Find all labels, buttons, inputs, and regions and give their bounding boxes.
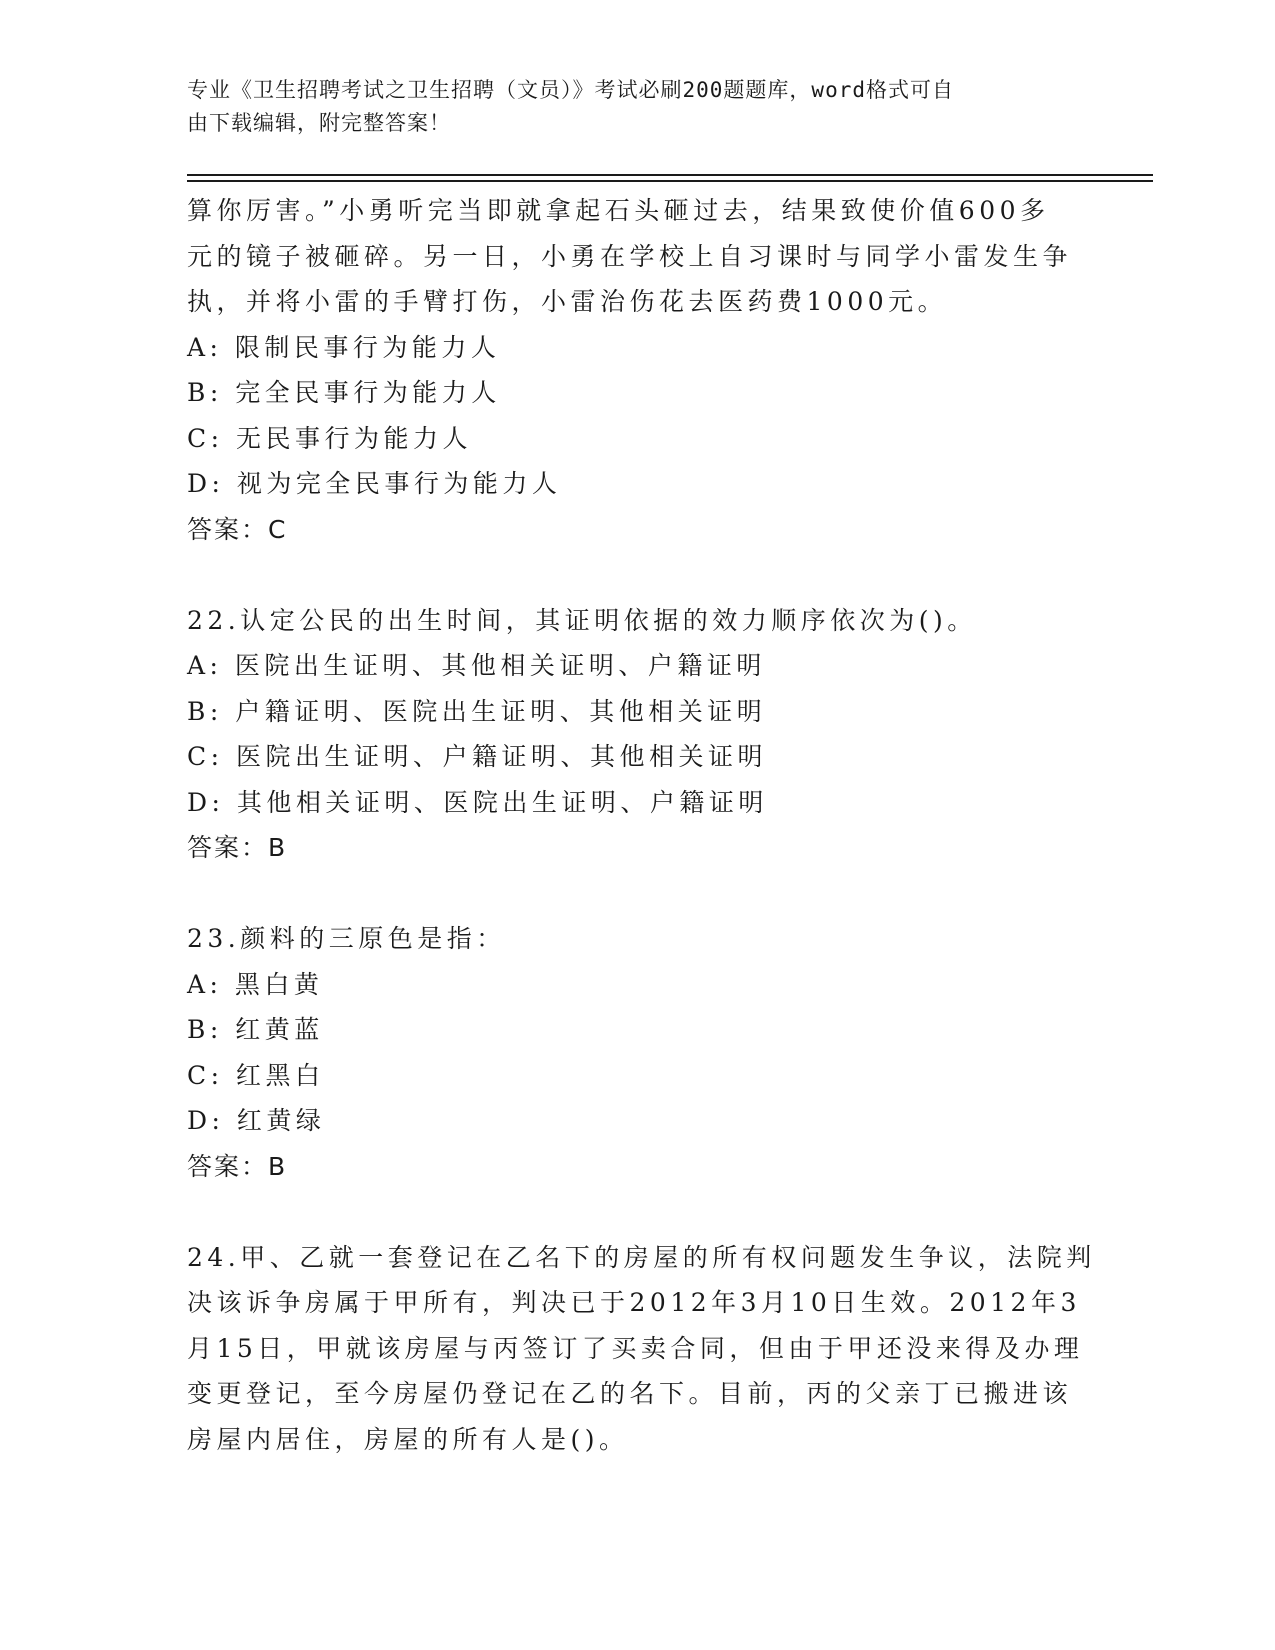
option-d: D: 其他相关证明、医院出生证明、户籍证明 [187,787,768,817]
question-text: 23.颜料的三原色是指： [187,924,506,953]
answer-label: 答案：C [187,514,288,544]
answer-label: 答案：B [187,1151,288,1181]
option-b: B: 完全民事行为能力人 [187,378,501,407]
header-title-line-1: 专业《卫生招聘考试之卫生招聘（文员）》考试必刷200题题库，word格式可自 [187,78,954,102]
question-22 [187,598,1087,871]
option-b: B: 户籍证明、医院出生证明、其他相关证明 [187,696,767,726]
question-text-line: 月15日，甲就该房屋与丙签订了买卖合同，但由于甲还没来得及办理 [187,1333,1084,1363]
spacer [187,552,1087,598]
question-24 [187,1235,1096,1463]
question-text-line: 变更登记，至今房屋仍登记在乙的名下。目前，丙的父亲丁已搬进该 [187,1379,1073,1408]
option-a: A: 黑白黄 [187,969,324,999]
option-d: D: 红黄绿 [187,1106,326,1135]
header-rule-bottom [187,180,1153,182]
option-c: C: 医院出生证明、户籍证明、其他相关证明 [187,742,767,771]
option-a: A: 医院出生证明、其他相关证明、户籍证明 [187,651,766,680]
header-title-line-2: 由下载编辑，附完整答案！ [187,111,451,135]
question-text-line: 决该诉争房属于甲所有，判决已于2012年3月10日生效。2012年3 [187,1288,1081,1317]
question-text-line: 24.甲、乙就一套登记在乙名下的房屋的所有权问题发生争议，法院判 [187,1242,1096,1272]
question-21-continued [187,188,1087,552]
option-d: D: 视为完全民事行为能力人 [187,469,562,498]
option-a: A: 限制民事行为能力人 [187,332,501,362]
spacer [187,871,1087,917]
document-body [187,188,1096,1462]
question-text-line: 算你厉害。”小勇听完当即就拿起石头砸过去，结果致使价值600多 [187,196,1050,225]
question-text-line: 执，并将小雷的手臂打伤，小雷治伤花去医药费1000元。 [187,287,948,316]
spacer [187,1189,1087,1235]
question-text: 22.认定公民的出生时间，其证明依据的效力顺序依次为()。 [187,605,977,635]
question-text-line: 元的镜子被砸碎。另一日，小勇在学校上自习课时与同学小雷发生争 [187,241,1073,271]
question-text-line: 房屋内居住，房屋的所有人是()。 [187,1424,629,1454]
option-b: B: 红黄蓝 [187,1015,324,1044]
document-header [187,74,1067,140]
answer-label: 答案：B [187,833,288,862]
header-rule-top [187,174,1153,176]
option-c: C: 无民事行为能力人 [187,423,472,453]
question-23 [187,916,1087,1189]
option-c: C: 红黑白 [187,1060,325,1090]
